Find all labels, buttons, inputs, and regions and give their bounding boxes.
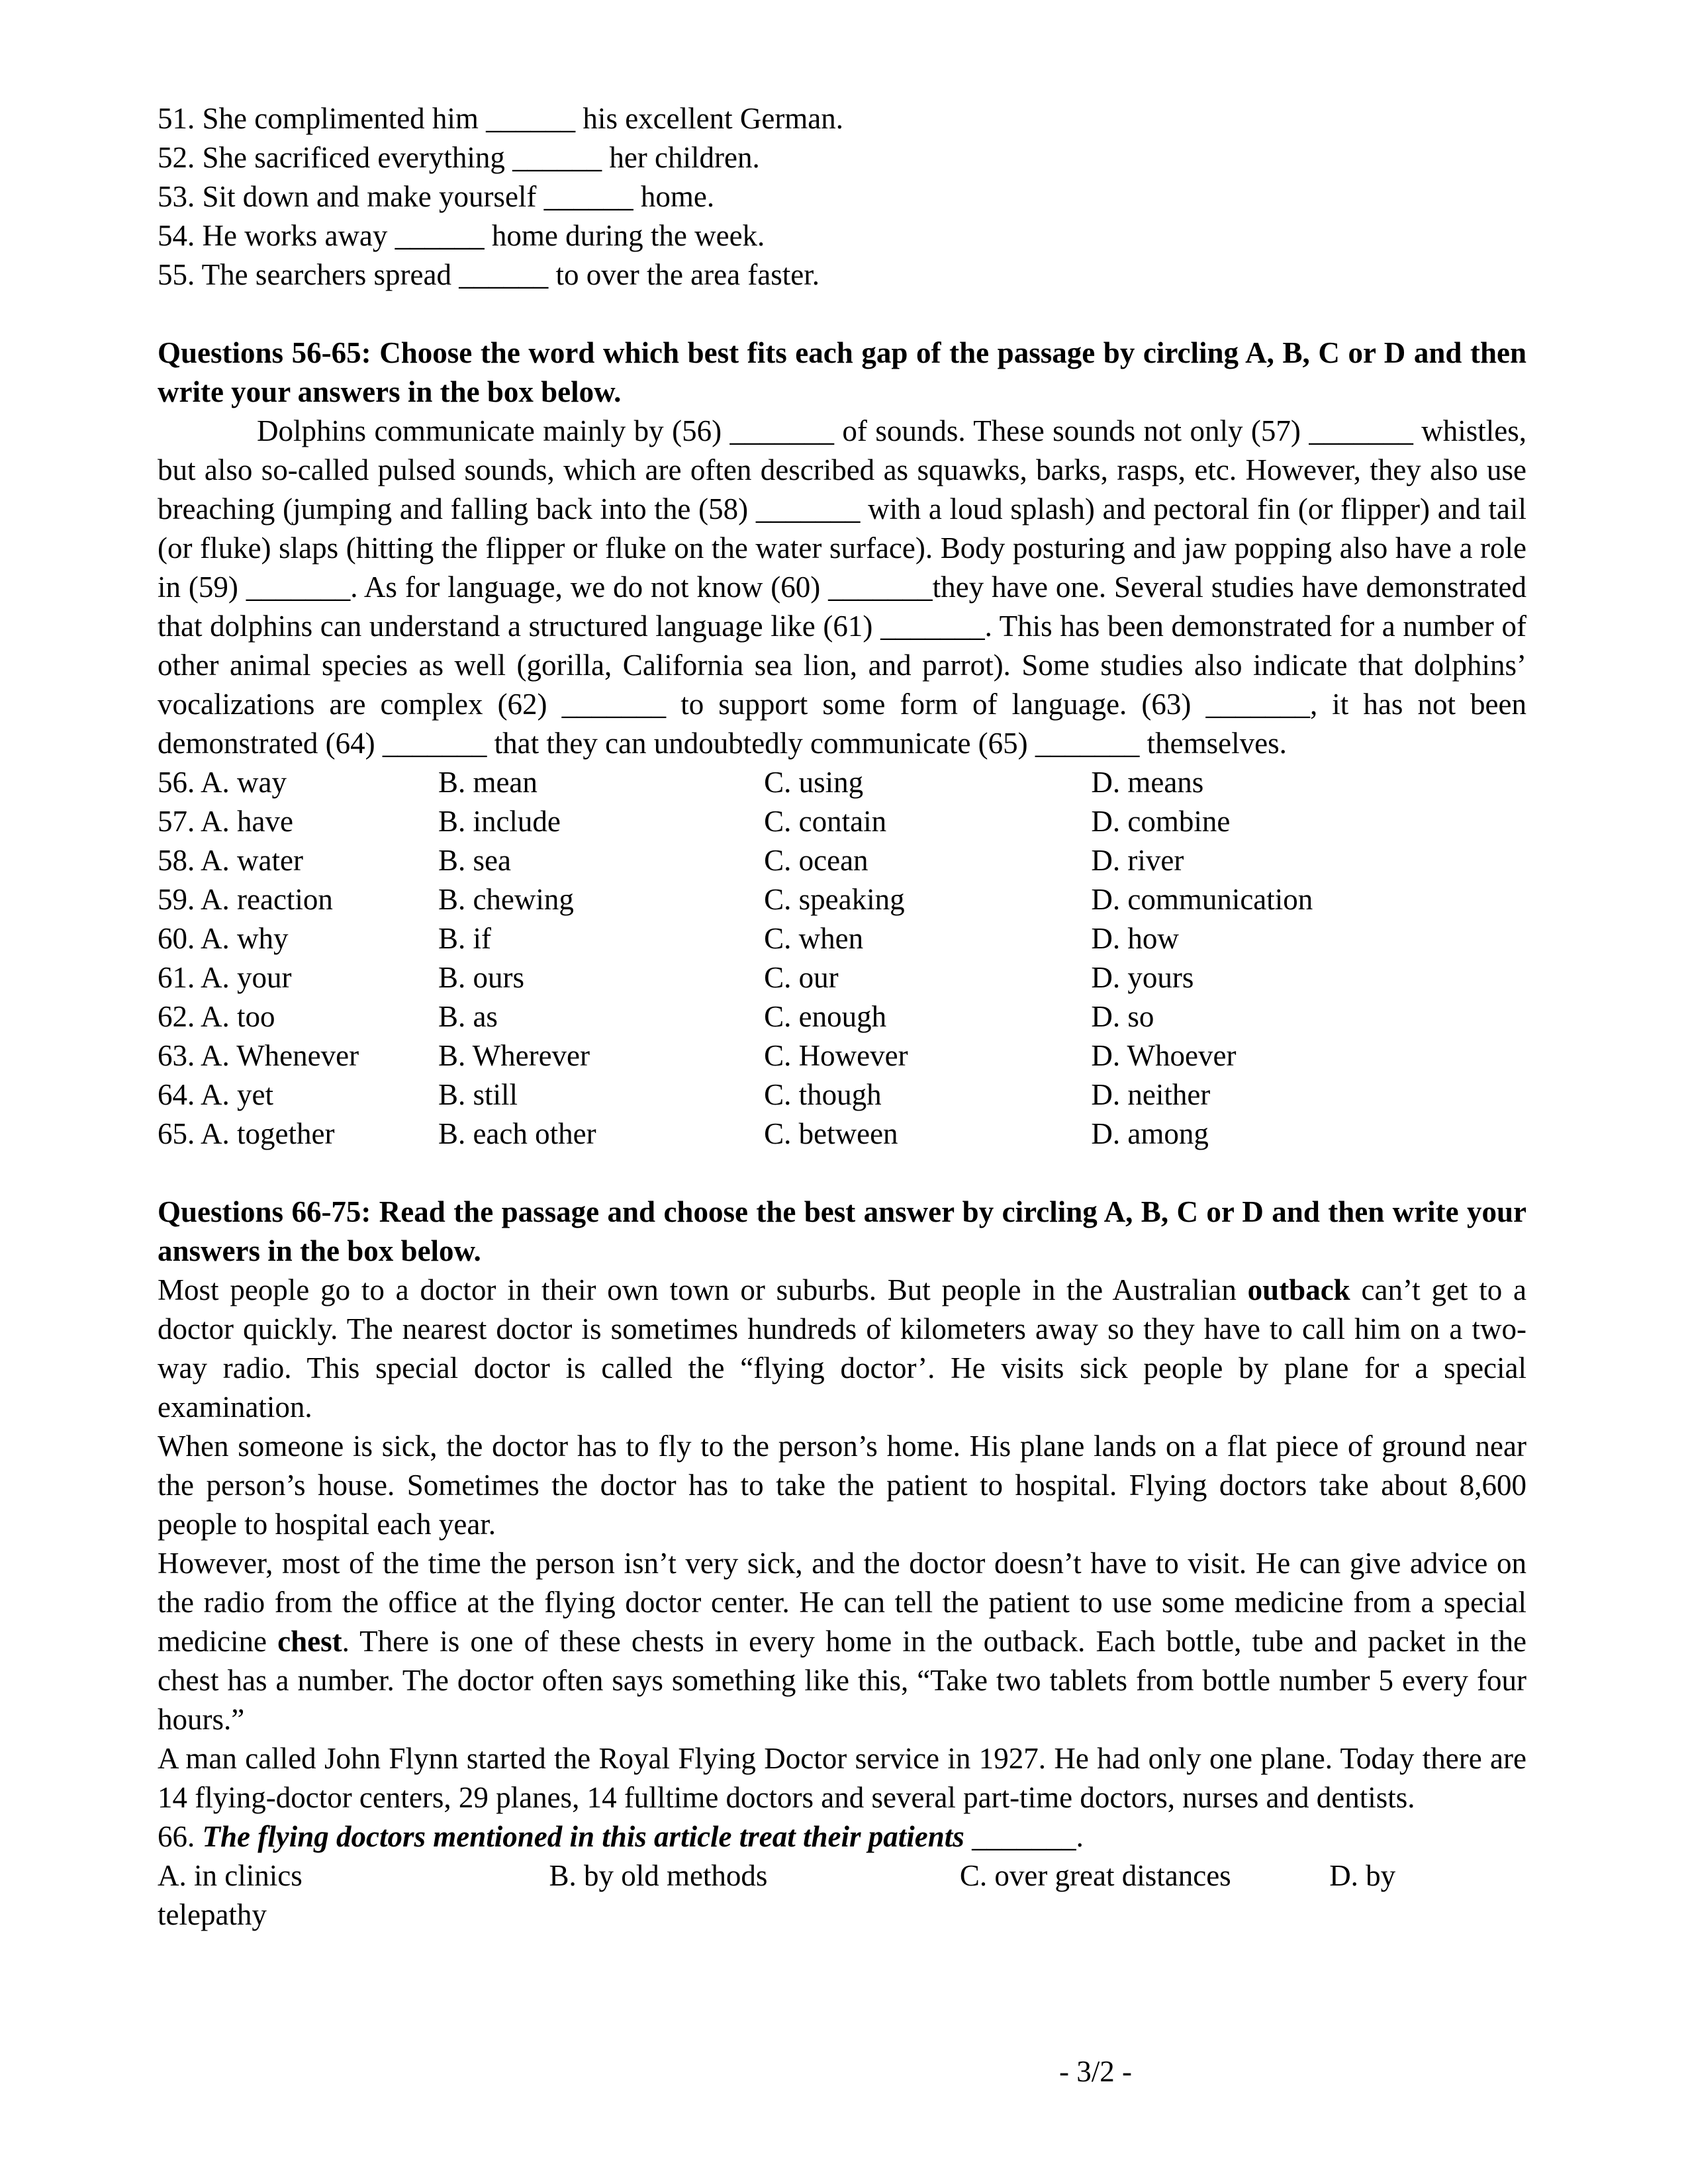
option-d: D. means [1091,766,1204,799]
para-text: However, most of the time the person isn’t very sick, and the doctor doesn’t have to visit. He can give advice on the radio from the office at the flying doctor center. He can tell the patient to use some medicine from a special medicine [158,1547,1526,1658]
option-b: B. still [438,1078,518,1111]
option-b: B. Wherever [438,1039,590,1072]
section-56-heading: Questions 56-65: Choose the word which best fits each gap of the passage by circling A, B, C or D and then write your answers in the box below. [158,336,1526,408]
question-66 [158,1817,1526,1856]
option-a: 62. A. too [158,1000,275,1033]
option-b: B. chewing [438,883,574,916]
option-d: D. yours [1091,961,1194,994]
option-d: D. how [1091,922,1179,955]
option-c: C. using [764,766,864,799]
para-text: can’t get to a doctor quickly. The nearest doctor is sometimes hundreds of kilometers away so they have to call him on a two-way radio. This special doctor is called the “flying doctor’. He visits sick people by plane for a special examination. [158,1273,1526,1424]
flying-doctor-para-1 [158,1271,1526,1427]
fill-item-52: 52. She sacrificed everything ______ her children. [158,141,760,174]
flying-doctor-para-3 [158,1544,1526,1739]
option-a: 63. A. Whenever [158,1039,359,1072]
option-c: C. enough [764,1000,887,1033]
option-c: C. over great distances [959,1859,1231,1892]
mcq-row-60 [158,919,1526,958]
option-d-wrapped-text: telepathy [158,1898,267,1931]
option-a: 58. A. water [158,844,303,877]
option-a: 61. A. your [158,961,292,994]
option-a: 57. A. have [158,805,293,838]
mcq-row-63 [158,1036,1526,1075]
option-b: B. as [438,1000,498,1033]
question-66-options [158,1856,1526,1895]
option-b: B. mean [438,766,538,799]
option-d: D. among [1091,1117,1209,1150]
option-b: B. if [438,922,491,955]
mcq-row-57 [158,802,1526,841]
dolphins-passage: Dolphins communicate mainly by (56) _______ of sounds. These sounds not only (57) _______ whistles, but also so-called pulsed sounds, which are often described as squawks, barks, rasps, etc. However, they also use breaching (jumping and falling back into the (58) _______ with a loud splash) and pectoral fin (or flipper) and tail (or fluke) slaps (hitting the flipper or fluke on the water surface). Body posturing and jaw popping also have a role in (59) _______. As for language, we do not know (60) _______they have one. Several studies have demonstrated that dolphins can understand a structured language like (61) _______. This has been demonstrated for a number of other animal species as well (gorilla, California sea lion, and parrot). Some studies also indicate that dolphins’ vocalizations are complex (62) _______ to support some form of language. (63) _______, it has not been demonstrated (64) _______ that they can undoubtedly communicate (65) _______ themselves. [158,414,1526,760]
option-b: B. sea [438,844,511,877]
para-text: Most people go to a doctor in their own town or suburbs. But people in the Australian [158,1273,1248,1306]
mcq-row-61 [158,958,1526,997]
option-d: D. by [1329,1859,1396,1892]
question-number: 66. [158,1820,203,1853]
mcq-row-65 [158,1115,1526,1154]
option-a: 64. A. yet [158,1078,273,1111]
option-c: C. though [764,1078,882,1111]
fill-item-55: 55. The searchers spread ______ to over the area faster. [158,258,820,291]
option-c: C. contain [764,805,887,838]
option-c: C. between [764,1117,898,1150]
mcq-row-62 [158,997,1526,1036]
option-a: 65. A. together [158,1117,335,1150]
para-text: . There is one of these chests in every home in the outback. Each bottle, tube and packet in the chest has a number. The doctor often says something like this, “Take two tablets from bottle number 5 every four hours.” [158,1625,1526,1736]
option-a: 59. A. reaction [158,883,333,916]
bold-term-chest: chest [277,1625,342,1658]
option-b: B. by old methods [549,1859,768,1892]
mcq-options-56-65 [158,763,1526,1154]
option-a: A. in clinics [158,1859,303,1892]
option-d: D. Whoever [1091,1039,1237,1072]
option-a: 56. A. way [158,766,287,799]
option-d: D. river [1091,844,1184,877]
mcq-row-59 [158,880,1526,919]
option-c: C. when [764,922,864,955]
option-d: D. communication [1091,883,1313,916]
option-c: C. However [764,1039,908,1072]
flying-doctor-para-2: When someone is sick, the doctor has to fly to the person’s home. His plane lands on a flat piece of ground near the person’s house. Sometimes the doctor has to take the patient to hospital. Flying doctors take about 8,600 people to hospital each year. [158,1430,1526,1541]
question-stem: The flying doctors mentioned in this article treat their patients [202,1820,964,1853]
fill-item-51: 51. She complimented him ______ his excellent German. [158,102,844,135]
section-66-heading: Questions 66-75: Read the passage and choose the best answer by circling A, B, C or D and then write your answers in the box below. [158,1195,1526,1267]
fill-item-54: 54. He works away ______ home during the week. [158,219,765,252]
question-gap: _______. [964,1820,1084,1853]
bold-term-outback: outback [1247,1273,1350,1306]
option-b: B. include [438,805,561,838]
option-d: D. so [1091,1000,1154,1033]
mcq-row-56 [158,763,1526,802]
mcq-row-64 [158,1075,1526,1115]
option-c: C. our [764,961,839,994]
mcq-row-58 [158,841,1526,880]
fill-items-section [158,99,1526,295]
option-c: C. speaking [764,883,905,916]
option-d: D. neither [1091,1078,1211,1111]
option-b: B. each other [438,1117,596,1150]
option-a: 60. A. why [158,922,289,955]
option-b: B. ours [438,961,524,994]
page-number: - 3/2 - [1059,2055,1132,2088]
option-c: C. ocean [764,844,868,877]
option-d: D. combine [1091,805,1231,838]
flying-doctor-para-4: A man called John Flynn started the Royal Flying Doctor service in 1927. He had only one plane. Today there are 14 flying-doctor centers, 29 planes, 14 fulltime doctors and several part-time doctors, nurses and dentists. [158,1742,1526,1814]
fill-item-53: 53. Sit down and make yourself ______ home. [158,180,715,213]
